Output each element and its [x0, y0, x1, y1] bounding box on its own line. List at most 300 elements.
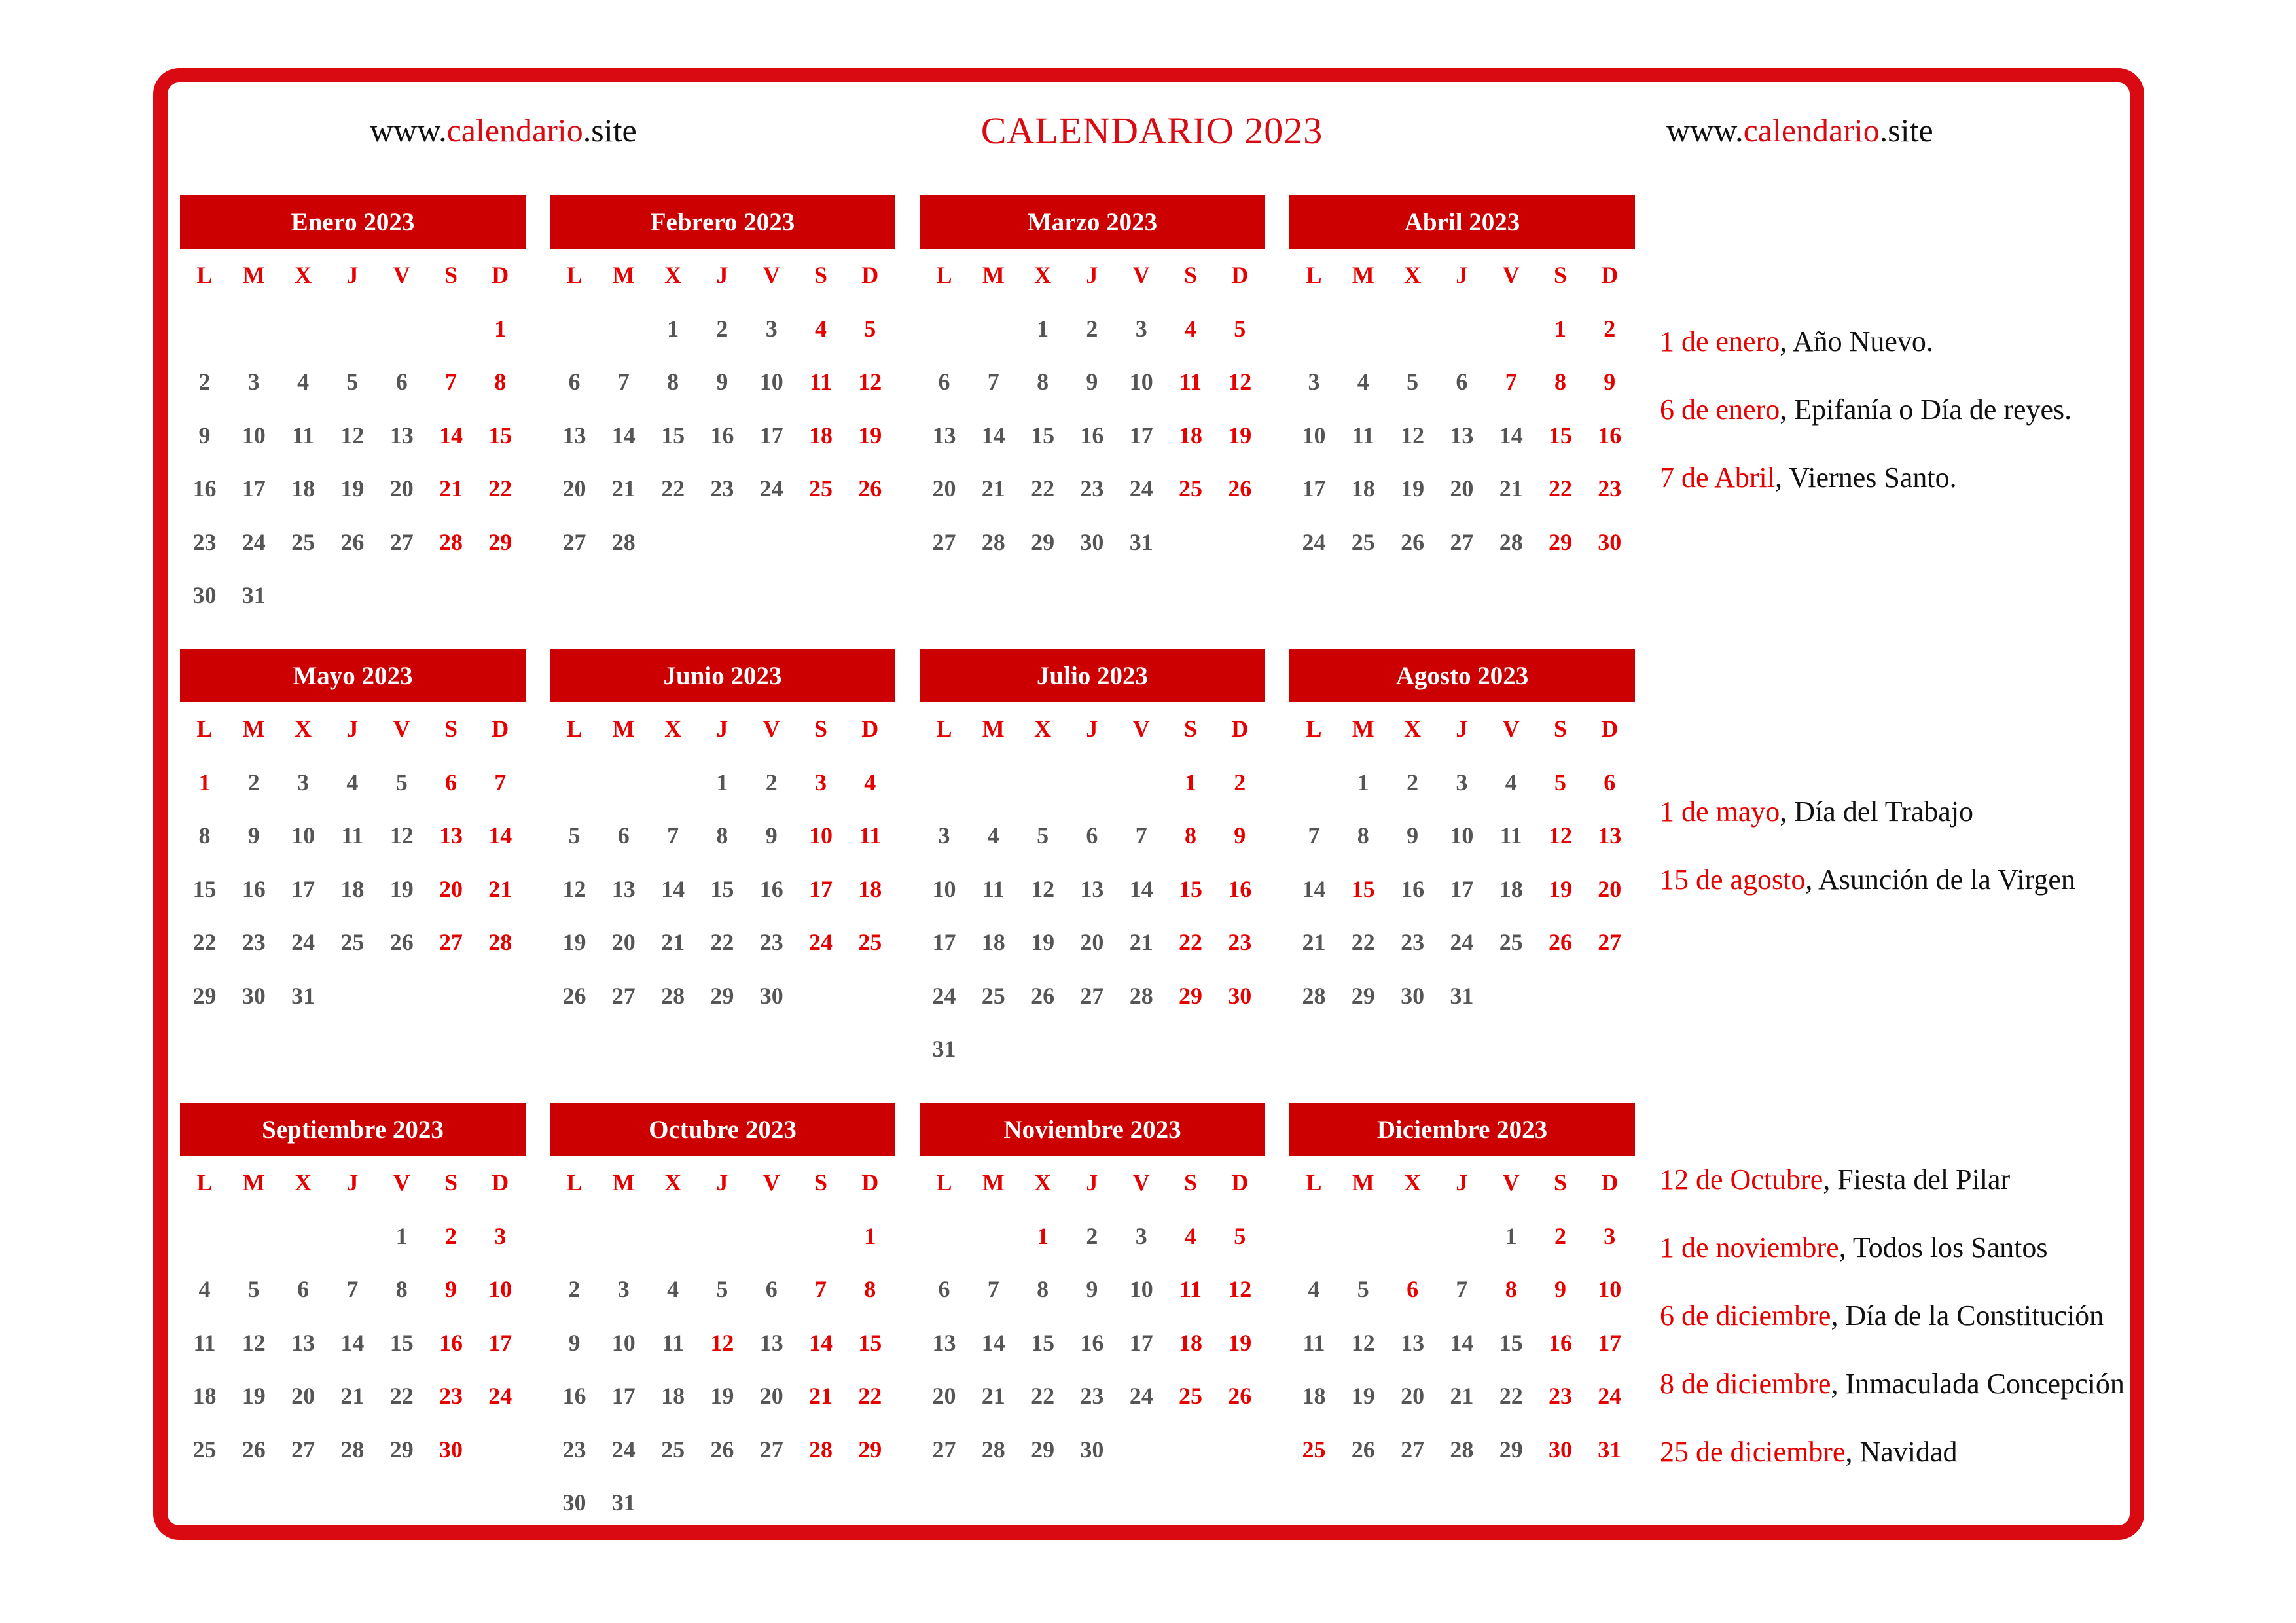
day-cell: 4 — [987, 822, 999, 848]
day-cell: 14 — [340, 1329, 365, 1356]
day-cell: 19 — [1549, 875, 1572, 902]
day-cell: 3 — [938, 822, 950, 848]
day-cell: 25 — [192, 1436, 217, 1463]
holiday-day-cell: 8 — [1505, 1276, 1517, 1302]
weekday-label: D — [492, 262, 509, 288]
site-brand: calendario — [446, 112, 583, 149]
day-cell: 24 — [1129, 475, 1153, 501]
day-cell: 16 — [1598, 422, 1622, 448]
day-cell: 19 — [1228, 1329, 1252, 1356]
day-cell: 19 — [389, 875, 414, 902]
weekday-label: L — [936, 716, 952, 742]
day-cell: 17 — [809, 875, 833, 902]
weekday-label: V — [393, 716, 410, 742]
weekday-label: X — [1404, 262, 1422, 288]
weekday-label: M — [982, 1169, 1005, 1195]
day-cell: 16 — [562, 1383, 586, 1409]
day-cell: 4 — [198, 1276, 211, 1302]
day-cell: 19 — [242, 1383, 266, 1409]
day-cell: 13 — [611, 875, 636, 902]
day-cell: 12 — [340, 422, 365, 448]
weekday-label: D — [492, 1169, 509, 1195]
site-prefix: www. — [1666, 112, 1744, 149]
day-cell: 2 — [716, 315, 728, 342]
day-cell: 3 — [815, 769, 827, 795]
day-cell: 5 — [346, 369, 359, 395]
holiday-date: 1 de noviembre — [1660, 1231, 1839, 1264]
day-cell: 26 — [1549, 929, 1572, 955]
day-cell: 11 — [859, 822, 882, 848]
weekday-label: L — [1306, 1169, 1322, 1195]
day-cell: 7 — [667, 822, 679, 848]
day-cell: 22 — [858, 1383, 882, 1409]
day-cell: 27 — [759, 1436, 783, 1463]
holiday-date: 1 de mayo — [1660, 795, 1780, 828]
holiday-day-cell: 6 — [1407, 1276, 1419, 1302]
day-cell: 29 — [1499, 1436, 1523, 1463]
day-cell: 20 — [1598, 875, 1622, 902]
day-cell: 12 — [1401, 422, 1425, 448]
day-cell: 28 — [340, 1436, 365, 1463]
day-cell: 8 — [1037, 369, 1049, 395]
day-cell: 26 — [710, 1436, 734, 1463]
day-cell: 1 — [1185, 769, 1196, 795]
day-cell: 15 — [858, 1329, 882, 1356]
weekday-label: J — [716, 262, 728, 288]
holiday-day-cell: 1 — [198, 769, 211, 795]
day-cell: 11 — [292, 422, 315, 448]
day-cell: 1 — [716, 769, 728, 795]
day-cell: 6 — [938, 1276, 950, 1302]
day-cell: 4 — [864, 769, 876, 795]
day-cell: 7 — [987, 1276, 999, 1302]
month-header: Enero 2023 — [180, 195, 526, 249]
weekday-label: S — [1553, 262, 1568, 288]
weekday-label: V — [762, 716, 780, 742]
day-cell: 19 — [1351, 1383, 1375, 1409]
day-cell: 24 — [611, 1436, 636, 1463]
day-cell: 11 — [1179, 369, 1202, 395]
day-cell: 29 — [488, 528, 512, 555]
day-cell: 4 — [1185, 315, 1196, 342]
day-cell: 26 — [242, 1436, 266, 1463]
month-header: Mayo 2023 — [180, 649, 526, 702]
day-cell: 14 — [981, 1329, 1005, 1356]
weekday-label: J — [1086, 262, 1098, 288]
day-cell: 18 — [1499, 875, 1523, 902]
day-cell: 22 — [1031, 1383, 1055, 1409]
day-cell: 25 — [981, 982, 1005, 1009]
day-cell: 4 — [297, 369, 310, 395]
weekday-label: X — [664, 716, 682, 742]
day-cell: 11 — [1352, 422, 1374, 448]
day-cell: 16 — [1080, 1329, 1104, 1356]
day-cell: 2 — [1554, 1222, 1566, 1249]
day-cell: 28 — [1450, 1436, 1474, 1463]
weekday-label: L — [566, 716, 583, 742]
day-cell: 2 — [1086, 315, 1098, 342]
day-cell: 30 — [1080, 528, 1104, 555]
weekday-label: X — [664, 1169, 682, 1195]
day-cell: 18 — [809, 422, 833, 448]
day-cell: 16 — [242, 875, 266, 902]
day-cell: 6 — [395, 369, 408, 395]
month-header: Junio 2023 — [550, 649, 895, 702]
day-cell: 11 — [982, 875, 1005, 902]
day-cell: 14 — [1450, 1329, 1474, 1356]
weekday-label: S — [1553, 716, 1568, 742]
day-cell: 13 — [1450, 422, 1474, 448]
day-cell: 13 — [389, 422, 414, 448]
holiday-entry — [1660, 1367, 2125, 1435]
day-cell: 3 — [247, 369, 260, 395]
day-cell: 24 — [291, 929, 315, 955]
month-block — [180, 195, 526, 608]
site-url-right[interactable] — [1666, 111, 1933, 149]
day-cell: 23 — [1228, 929, 1252, 955]
holiday-entry — [1660, 795, 2075, 863]
weekday-label: S — [1183, 716, 1198, 742]
day-cell: 20 — [562, 475, 586, 501]
weekday-label: M — [1352, 1169, 1374, 1195]
day-cell: 14 — [611, 422, 636, 448]
day-cell: 9 — [765, 822, 778, 848]
holiday-date: 7 de Abril — [1660, 462, 1775, 494]
day-cell: 12 — [389, 822, 414, 848]
day-cell: 30 — [242, 982, 266, 1009]
weekday-label: J — [1456, 716, 1468, 742]
day-cell: 28 — [439, 528, 463, 555]
day-cell: 31 — [1598, 1436, 1622, 1463]
day-cell: 23 — [192, 528, 217, 555]
day-cell: 28 — [1129, 982, 1153, 1009]
day-cell: 5 — [1234, 1222, 1246, 1249]
weekday-label: M — [612, 262, 635, 288]
day-cell: 9 — [1604, 369, 1616, 395]
day-cell: 10 — [759, 369, 783, 395]
day-cell: 5 — [716, 1276, 728, 1302]
day-cell: 2 — [1086, 1222, 1098, 1249]
day-cell: 26 — [389, 929, 414, 955]
month-block — [180, 649, 526, 1009]
day-cell: 25 — [1499, 929, 1523, 955]
day-cell: 16 — [1401, 875, 1425, 902]
weekday-label: V — [393, 262, 410, 288]
day-cell: 7 — [1308, 822, 1320, 848]
day-cell: 18 — [192, 1383, 217, 1409]
day-cell: 11 — [1499, 822, 1522, 848]
day-cell: 7 — [346, 1276, 359, 1302]
day-cell: 6 — [568, 369, 581, 395]
weekday-label: J — [1086, 716, 1098, 742]
day-cell: 28 — [1499, 528, 1523, 555]
day-cell: 30 — [562, 1489, 586, 1516]
holiday-date: 8 de diciembre — [1660, 1368, 1831, 1400]
day-cell: 23 — [1401, 929, 1425, 955]
day-cell: 4 — [1357, 369, 1369, 395]
day-cell: 1 — [1357, 769, 1369, 795]
day-cell: 10 — [291, 822, 315, 848]
day-cell: 23 — [1549, 1383, 1572, 1409]
day-cell: 1 — [1037, 315, 1049, 342]
day-cell: 8 — [716, 822, 728, 848]
day-cell: 23 — [759, 929, 783, 955]
weekday-label: X — [295, 716, 312, 742]
day-cell: 8 — [1357, 822, 1369, 848]
day-cell: 21 — [611, 475, 636, 501]
holiday-day-cell: 1 — [494, 315, 507, 342]
weekday-label: X — [1404, 716, 1422, 742]
day-cell: 12 — [1351, 1329, 1375, 1356]
day-cell: 6 — [445, 769, 457, 795]
day-cell: 10 — [488, 1276, 512, 1302]
day-cell: 21 — [809, 1383, 833, 1409]
holiday-day-cell: 7 — [1505, 369, 1517, 395]
weekday-label: S — [444, 262, 458, 288]
day-cell: 26 — [1228, 475, 1252, 501]
day-cell: 6 — [938, 369, 950, 395]
month-header: Noviembre 2023 — [920, 1103, 1265, 1156]
day-cell: 17 — [1598, 1329, 1622, 1356]
weekday-label: J — [1456, 262, 1468, 288]
day-cell: 20 — [1401, 1383, 1425, 1409]
weekday-label: M — [1352, 262, 1374, 288]
weekday-label: D — [1231, 716, 1249, 742]
day-cell: 17 — [1450, 875, 1474, 902]
day-cell: 2 — [198, 369, 211, 395]
day-cell: 5 — [1037, 822, 1049, 848]
day-cell: 21 — [981, 1383, 1005, 1409]
weekday-label: D — [861, 716, 879, 742]
day-cell: 13 — [1401, 1329, 1425, 1356]
holiday-description: , Inmaculada Concepción — [1831, 1368, 2125, 1400]
day-cell: 19 — [1031, 929, 1055, 955]
site-suffix: .site — [1879, 112, 1933, 149]
day-cell: 25 — [809, 475, 833, 501]
day-cell: 3 — [1308, 369, 1320, 395]
day-cell: 8 — [864, 1276, 876, 1302]
day-cell: 4 — [346, 769, 359, 795]
month-block — [1289, 1103, 1635, 1463]
day-cell: 8 — [1554, 369, 1566, 395]
day-cell: 30 — [1080, 1436, 1104, 1463]
day-cell: 15 — [710, 875, 734, 902]
day-cell: 24 — [759, 475, 783, 501]
day-cell: 27 — [932, 1436, 956, 1463]
day-cell: 9 — [716, 369, 728, 395]
day-cell: 20 — [291, 1383, 315, 1409]
day-cell: 16 — [759, 875, 783, 902]
site-prefix: www. — [370, 112, 447, 149]
day-cell: 20 — [611, 929, 636, 955]
day-cell: 29 — [1179, 982, 1202, 1009]
day-cell: 28 — [1302, 982, 1326, 1009]
day-cell: 17 — [242, 475, 266, 501]
day-cell: 18 — [291, 475, 315, 501]
day-cell: 2 — [765, 769, 778, 795]
day-cell: 12 — [1549, 822, 1572, 848]
day-cell: 4 — [1505, 769, 1517, 795]
weekday-label: X — [1034, 716, 1052, 742]
day-cell: 17 — [291, 875, 315, 902]
day-cell: 20 — [759, 1383, 783, 1409]
day-cell: 27 — [1080, 982, 1104, 1009]
day-cell: 22 — [710, 929, 734, 955]
day-cell: 5 — [247, 1276, 260, 1302]
month-block — [920, 195, 1265, 555]
day-cell: 31 — [611, 1489, 636, 1516]
day-cell: 3 — [617, 1276, 630, 1302]
day-cell: 28 — [981, 1436, 1005, 1463]
weekday-label: M — [982, 716, 1005, 742]
day-cell: 27 — [439, 929, 463, 955]
weekday-label: M — [612, 716, 635, 742]
day-cell: 29 — [1351, 982, 1375, 1009]
day-cell: 21 — [1499, 475, 1523, 501]
day-cell: 16 — [1228, 875, 1252, 902]
day-cell: 5 — [395, 769, 408, 795]
day-cell: 27 — [1450, 528, 1474, 555]
day-cell: 16 — [439, 1329, 463, 1356]
day-cell: 18 — [1351, 475, 1375, 501]
day-cell: 20 — [932, 475, 956, 501]
day-cell: 16 — [710, 422, 734, 448]
weekday-label: M — [242, 262, 265, 288]
weekday-label: J — [1086, 1169, 1098, 1195]
weekday-label: S — [1183, 1169, 1198, 1195]
day-cell: 6 — [1086, 822, 1098, 848]
day-cell: 22 — [389, 1383, 414, 1409]
day-cell: 13 — [1080, 875, 1104, 902]
weekday-label: M — [1352, 716, 1374, 742]
day-cell: 21 — [1129, 929, 1153, 955]
day-cell: 19 — [1401, 475, 1425, 501]
day-cell: 8 — [1037, 1276, 1049, 1302]
day-cell: 19 — [562, 929, 586, 955]
month-header: Diciembre 2023 — [1289, 1103, 1635, 1156]
holiday-description: , Todos los Santos — [1839, 1231, 2048, 1264]
holiday-description: , Día de la Constitución — [1831, 1300, 2104, 1332]
day-cell: 2 — [1407, 769, 1419, 795]
day-cell: 17 — [1302, 475, 1326, 501]
day-cell: 23 — [1080, 1383, 1104, 1409]
month-block — [920, 649, 1265, 1062]
day-cell: 14 — [809, 1329, 833, 1356]
holiday-date: 6 de diciembre — [1660, 1300, 1831, 1332]
holiday-date: 1 de enero — [1660, 325, 1780, 357]
day-cell: 28 — [981, 528, 1005, 555]
day-cell: 30 — [1549, 1436, 1572, 1463]
day-cell: 31 — [291, 982, 315, 1009]
month-header: Agosto 2023 — [1289, 649, 1635, 702]
day-cell: 7 — [1456, 1276, 1468, 1302]
day-cell: 15 — [1179, 875, 1202, 902]
weekday-label: L — [936, 262, 952, 288]
day-cell: 8 — [198, 822, 211, 848]
day-cell: 23 — [1598, 475, 1622, 501]
day-cell: 26 — [858, 475, 882, 501]
weekday-label: X — [295, 262, 312, 288]
day-cell: 24 — [1129, 1383, 1153, 1409]
day-cell: 28 — [611, 528, 636, 555]
day-cell: 21 — [1302, 929, 1326, 955]
holiday-description: , Epifanía o Día de reyes. — [1780, 393, 2072, 426]
day-cell: 1 — [1505, 1222, 1517, 1249]
day-cell: 15 — [1031, 422, 1055, 448]
day-cell: 4 — [815, 315, 827, 342]
day-cell: 30 — [192, 582, 217, 608]
month-header: Julio 2023 — [920, 649, 1265, 702]
day-cell: 17 — [1129, 1329, 1153, 1356]
weekday-label: M — [612, 1169, 635, 1195]
day-cell: 21 — [488, 875, 512, 902]
weekday-label: L — [196, 1169, 213, 1195]
weekday-label: S — [1183, 262, 1198, 288]
day-cell: 23 — [562, 1436, 586, 1463]
holiday-description: , Día del Trabajo — [1780, 795, 1974, 828]
day-cell: 13 — [562, 422, 586, 448]
weekday-label: V — [393, 1169, 410, 1195]
day-cell: 7 — [987, 369, 999, 395]
day-cell: 3 — [765, 315, 778, 342]
day-cell: 21 — [1450, 1383, 1474, 1409]
day-cell: 21 — [340, 1383, 365, 1409]
holiday-description: , Asunción de la Virgen — [1805, 864, 2075, 896]
day-cell: 2 — [1234, 769, 1246, 795]
day-cell: 25 — [661, 1436, 685, 1463]
weekday-label: S — [1553, 1169, 1568, 1195]
day-cell: 17 — [932, 929, 956, 955]
day-cell: 4 — [667, 1276, 679, 1302]
day-cell: 5 — [1407, 369, 1419, 395]
weekday-label: X — [1404, 1169, 1422, 1195]
month-block — [550, 649, 895, 1009]
month-block — [180, 1103, 526, 1463]
day-cell: 8 — [1185, 822, 1196, 848]
day-cell: 6 — [1604, 769, 1616, 795]
day-cell: 14 — [1129, 875, 1153, 902]
day-cell: 10 — [611, 1329, 636, 1356]
weekday-label: V — [762, 262, 780, 288]
day-cell: 22 — [661, 475, 685, 501]
day-cell: 30 — [1598, 528, 1622, 555]
day-cell: 29 — [1031, 528, 1055, 555]
day-cell: 14 — [488, 822, 512, 848]
day-cell: 18 — [1179, 1329, 1202, 1356]
day-cell: 30 — [1228, 982, 1252, 1009]
day-cell: 31 — [932, 1036, 956, 1062]
day-cell: 7 — [445, 369, 457, 395]
day-cell: 16 — [1549, 1329, 1572, 1356]
weekday-label: J — [716, 1169, 728, 1195]
day-cell: 5 — [864, 315, 876, 342]
day-cell: 22 — [1031, 475, 1055, 501]
holiday-date: 12 de Octubre — [1660, 1163, 1823, 1195]
day-cell: 19 — [710, 1383, 734, 1409]
day-cell: 23 — [242, 929, 266, 955]
day-cell: 11 — [1302, 1329, 1325, 1356]
weekday-label: L — [1306, 716, 1322, 742]
site-url-left[interactable] — [370, 111, 637, 149]
day-cell: 26 — [1401, 528, 1425, 555]
weekday-label: D — [861, 262, 879, 288]
weekday-label: X — [295, 1169, 312, 1195]
day-cell: 10 — [1129, 1276, 1153, 1302]
day-cell: 17 — [488, 1329, 512, 1356]
day-cell: 10 — [932, 875, 956, 902]
weekday-label: D — [1231, 262, 1249, 288]
day-cell: 12 — [1228, 1276, 1252, 1302]
